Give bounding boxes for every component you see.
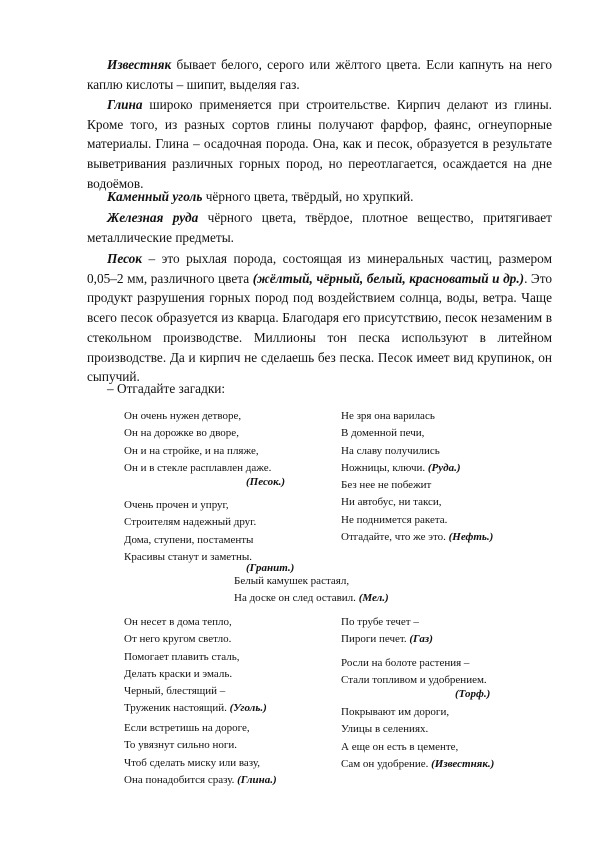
riddle-line: Очень прочен и упруг, xyxy=(124,499,229,511)
riddle-line: Росли на болоте растения – xyxy=(341,657,470,669)
riddle-answer-pesok: (Песок.) xyxy=(246,476,286,488)
riddle-line: Делать краски и эмаль. xyxy=(124,667,233,680)
riddle-granit xyxy=(124,497,256,566)
riddle-line: Он несет в дома тепло, xyxy=(124,616,232,628)
riddle-line-with-answer xyxy=(341,631,433,648)
riddle-line: А еще он есть в цементе, xyxy=(341,740,459,753)
riddle-line: На доске он след оставил. xyxy=(234,592,356,605)
riddle-answer-neft: (Нефть.) xyxy=(448,530,494,543)
paragraph-glina xyxy=(87,95,552,194)
riddle-line: Он очень нужен детворе, xyxy=(124,410,242,422)
riddle-mel xyxy=(234,573,389,608)
riddle-line: Стали топливом и удобрением. xyxy=(341,674,487,687)
riddle-line: Пироги печет. xyxy=(341,633,407,646)
paragraph-pesok-text-b: . Это продукт разрушения горных пород под воздействием солнца, воды, ветра. Чаще всего песок образуется из кварца. Благодаря его присутствию, песок незаменим в стекольном производстве. Миллионы тон песка используют в литейном производстве. Да и кирпич не сделаешь без песка. Песок имеет вид крупинок, он сыпучий. xyxy=(87,270,552,385)
riddle-neft xyxy=(341,477,493,546)
paragraph-ruda-text: чёрного цвета, твёрдое, плотное вещество, притягивает металлические предметы. xyxy=(87,210,552,245)
riddle-line-with-answer xyxy=(341,529,493,546)
paragraph-izvestnyak xyxy=(87,55,552,94)
riddle-line: Если встретишь на дороге, xyxy=(124,722,250,734)
riddle-line: То увязнут сильно ноги. xyxy=(124,739,237,752)
term-glina: Глина xyxy=(107,97,143,112)
riddle-line: Красивы станут и заметны. xyxy=(124,550,253,563)
riddle-gaz xyxy=(341,614,433,649)
riddle-line: Помогает плавить сталь, xyxy=(124,650,240,663)
paragraph-pesok-text-a: – это рыхлая порода, состоящая из минеральных частиц, размером 0,05–2 мм, различного цвета xyxy=(87,251,552,286)
riddle-line: Черный, блестящий – xyxy=(124,685,226,698)
riddle-answer-izvestnyak: (Известняк.) xyxy=(431,757,495,770)
riddle-line: Он и на стройке, и на пляже, xyxy=(124,444,259,457)
riddle-line: В доменной печи, xyxy=(341,427,425,440)
riddle-line-with-answer xyxy=(234,590,389,607)
riddle-line-with-answer xyxy=(124,700,267,717)
riddle-line: Чтоб сделать миску или вазу, xyxy=(124,756,261,769)
term-pesok: Песок xyxy=(107,251,143,266)
riddle-line: Ни автобус, ни такси, xyxy=(341,496,442,509)
paragraph-pesok xyxy=(87,249,552,387)
riddle-line: Улицы в селениях. xyxy=(341,723,429,736)
paragraph-ugol-text: чёрного цвета, твёрдый, но хрупкий. xyxy=(202,189,414,204)
riddle-line: Не зря она варилась xyxy=(341,410,435,422)
riddle-line: Труженик настоящий. xyxy=(124,702,227,715)
riddle-izvestnyak xyxy=(341,704,494,773)
paragraph-izvestnyak-text: бывает белого, серого или жёлтого цвета. Если капнуть на него каплю кислоты – шипит, выделяя газ. xyxy=(87,57,552,92)
riddle-line: От него кругом светло. xyxy=(124,633,232,646)
riddle-answer-torf: (Торф.) xyxy=(455,688,491,700)
riddle-line: На славу получились xyxy=(341,444,440,457)
term-ugol: Каменный уголь xyxy=(107,189,203,204)
riddle-line: Дома, ступени, постаменты xyxy=(124,533,254,546)
riddle-line: Строителям надежный друг. xyxy=(124,516,257,529)
riddle-line-with-answer xyxy=(124,772,277,789)
riddle-answer-ugol: (Уголь.) xyxy=(229,702,267,715)
riddle-line: Отгадайте, что же это. xyxy=(341,530,446,543)
term-ruda: Железная руда xyxy=(107,210,199,225)
riddle-ruda xyxy=(341,408,460,477)
paragraph-ugol xyxy=(87,187,552,207)
riddle-answer-gaz: (Газ) xyxy=(409,633,433,646)
riddle-answer-glina: (Глина.) xyxy=(237,773,277,786)
riddle-line: Не поднимется ракета. xyxy=(341,513,448,526)
riddle-line: Сам он удобрение. xyxy=(341,757,429,770)
riddle-line-with-answer xyxy=(341,460,460,477)
riddle-line-with-answer xyxy=(341,756,494,773)
riddle-glina xyxy=(124,720,277,789)
riddle-answer-granit: (Гранит.) xyxy=(246,562,295,574)
term-izvestnyak: Известняк xyxy=(107,57,172,72)
riddle-line: Белый камушек растаял, xyxy=(234,575,350,587)
paragraph-glina-text: широко применяется при строительстве. Кирпич делают из глины. Кроме того, из разных сортов глины получают фарфор, фаянс, огнеупорные материалы. Глина – осадочная порода. Она, как и песок, образуется в результате выветривания различных горных пород, но переотлагается, осаждается на дне водоёмов. xyxy=(87,97,552,191)
riddle-answer-mel: (Мел.) xyxy=(358,592,389,605)
riddle-line: Он на дорожке во дворе, xyxy=(124,427,239,440)
riddle-answer-ruda: (Руда.) xyxy=(427,461,461,474)
riddle-line: Без нее не побежит xyxy=(341,479,432,491)
riddle-line: Ножницы, ключи. xyxy=(341,461,426,474)
riddle-pesok xyxy=(124,408,271,477)
riddle-line: По трубе течет – xyxy=(341,616,419,628)
riddle-torf xyxy=(341,655,487,690)
riddle-ugol xyxy=(124,614,267,718)
riddle-line: Покрывают им дороги, xyxy=(341,706,450,718)
riddle-line: Он и в стекле расплавлен даже. xyxy=(124,461,272,474)
paragraph-pesok-colors: (жёлтый, чёрный, белый, красноватый и др.) xyxy=(252,270,525,286)
riddle-line: Она понадобится сразу. xyxy=(124,773,235,786)
riddles-intro: – Отгадайте загадки: xyxy=(107,381,226,396)
paragraph-ruda xyxy=(87,208,552,247)
